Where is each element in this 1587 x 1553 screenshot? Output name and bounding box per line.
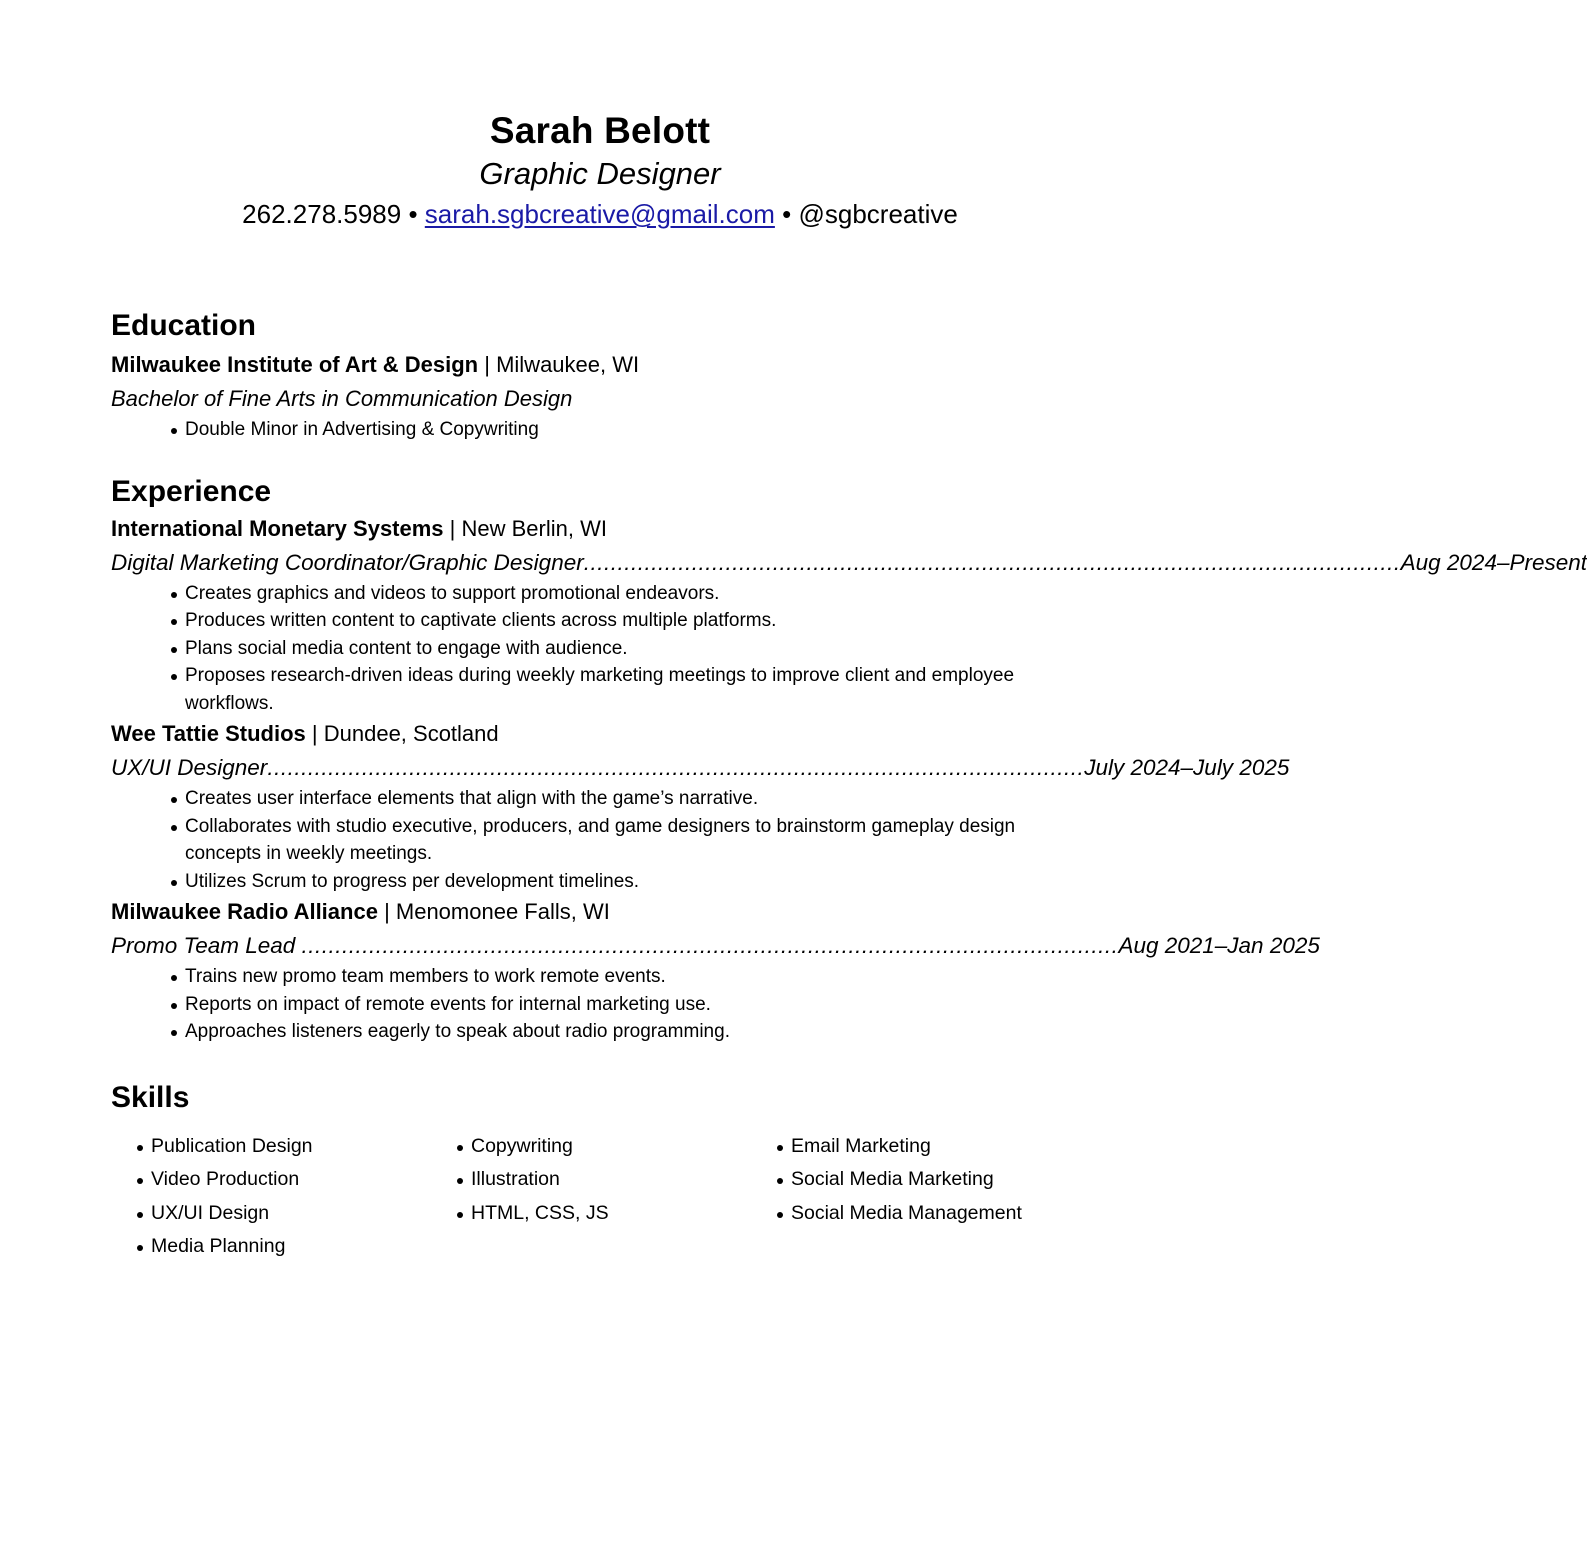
skill-item: Social Media Management bbox=[777, 1197, 1097, 1231]
skill-item: Social Media Marketing bbox=[777, 1163, 1097, 1197]
contact-line bbox=[0, 196, 1200, 232]
list-item: Reports on impact of remote events for internal marketing use. bbox=[171, 991, 1091, 1019]
job-location: | Menomonee Falls, WI bbox=[384, 899, 610, 924]
list-item: Double Minor in Advertising & Copywriting bbox=[171, 416, 1091, 444]
education-heading: Education bbox=[111, 309, 257, 342]
skill-item: HTML, CSS, JS bbox=[457, 1197, 777, 1231]
school-line bbox=[111, 348, 1091, 382]
list-item: Creates user interface elements that align with the game’s narrative. bbox=[171, 785, 1091, 813]
candidate-name: Sarah Belott bbox=[489, 110, 711, 151]
list-item: Proposes research-driven ideas during weekly marketing meetings to improve client and employee workflows. bbox=[171, 662, 1091, 717]
school-name: Milwaukee Institute of Art & Design bbox=[111, 352, 479, 377]
bullet-separator: • bbox=[782, 199, 792, 229]
job-role: UX/UI Designer bbox=[111, 755, 268, 780]
skills-heading: Skills bbox=[111, 1080, 190, 1114]
job-location: | New Berlin, WI bbox=[449, 515, 607, 541]
list-item: Plans social media content to engage with audience. bbox=[171, 635, 1091, 663]
job-bullets bbox=[111, 785, 1091, 895]
skills-column bbox=[137, 1130, 457, 1264]
phone-number: 262.278.5989 bbox=[242, 199, 402, 229]
job-org-line bbox=[111, 717, 1091, 751]
job-org: International Monetary Systems bbox=[111, 515, 444, 541]
job-role-line bbox=[111, 546, 1587, 580]
job-dates: Aug 2024–Present bbox=[1400, 549, 1587, 575]
skill-item: Media Planning bbox=[137, 1230, 457, 1264]
job-location: | Dundee, Scotland bbox=[311, 721, 499, 746]
job-role-line bbox=[111, 929, 1320, 963]
job-org-line bbox=[111, 512, 1091, 546]
dot-leader: ......................................................................................................................... bbox=[301, 933, 1119, 958]
job-entry bbox=[111, 895, 1320, 1046]
job-bullets bbox=[111, 963, 1091, 1046]
skill-item: Copywriting bbox=[457, 1130, 777, 1164]
social-handle: @sgbcreative bbox=[798, 199, 958, 229]
job-role: Digital Marketing Coordinator/Graphic Designer bbox=[111, 549, 584, 575]
education-entry bbox=[111, 348, 1091, 444]
degree: Bachelor of Fine Arts in Communication Design bbox=[111, 386, 573, 411]
skill-item: Illustration bbox=[457, 1163, 777, 1197]
experience-heading: Experience bbox=[111, 474, 272, 508]
list-item: Creates graphics and videos to support promotional endeavors. bbox=[171, 580, 1091, 608]
bullet-separator: • bbox=[408, 199, 418, 229]
list-item: Collaborates with studio executive, producers, and game designers to brainstorm gameplay design concepts in weekly meetings. bbox=[171, 813, 1091, 868]
dot-leader: ......................................................................................................................... bbox=[267, 755, 1085, 780]
job-role-line bbox=[111, 751, 1290, 785]
education-bullets bbox=[111, 416, 1091, 444]
skill-item: Email Marketing bbox=[777, 1130, 1097, 1164]
resume-header bbox=[0, 108, 1200, 232]
email-link[interactable]: sarah.sgbcreative@gmail.com bbox=[424, 199, 775, 229]
list-item: Produces written content to captivate clients across multiple platforms. bbox=[171, 607, 1091, 635]
skills-column bbox=[457, 1130, 777, 1264]
job-dates: Aug 2021–Jan 2025 bbox=[1118, 933, 1320, 958]
job-bullets bbox=[111, 580, 1091, 718]
skills-column bbox=[777, 1130, 1097, 1264]
job-org: Milwaukee Radio Alliance bbox=[111, 899, 378, 924]
dot-leader: ......................................................................................................................... bbox=[583, 549, 1401, 575]
resume-body bbox=[111, 306, 1587, 1264]
job-org: Wee Tattie Studios bbox=[111, 721, 306, 746]
skill-item: Publication Design bbox=[137, 1130, 457, 1164]
skills-grid bbox=[111, 1130, 1091, 1264]
list-item: Trains new promo team members to work remote events. bbox=[171, 963, 1091, 991]
skill-item: Video Production bbox=[137, 1163, 457, 1197]
job-dates: July 2024–July 2025 bbox=[1084, 755, 1290, 780]
list-item: Utilizes Scrum to progress per development timelines. bbox=[171, 868, 1091, 896]
job-org-line bbox=[111, 895, 1091, 929]
candidate-title: Graphic Designer bbox=[479, 156, 721, 191]
job-role: Promo Team Lead bbox=[111, 933, 302, 958]
job-entry bbox=[111, 512, 1587, 718]
list-item: Approaches listeners eagerly to speak about radio programming. bbox=[171, 1018, 1091, 1046]
skill-item: UX/UI Design bbox=[137, 1197, 457, 1231]
school-location: | Milwaukee, WI bbox=[484, 352, 640, 377]
job-entry bbox=[111, 717, 1290, 895]
